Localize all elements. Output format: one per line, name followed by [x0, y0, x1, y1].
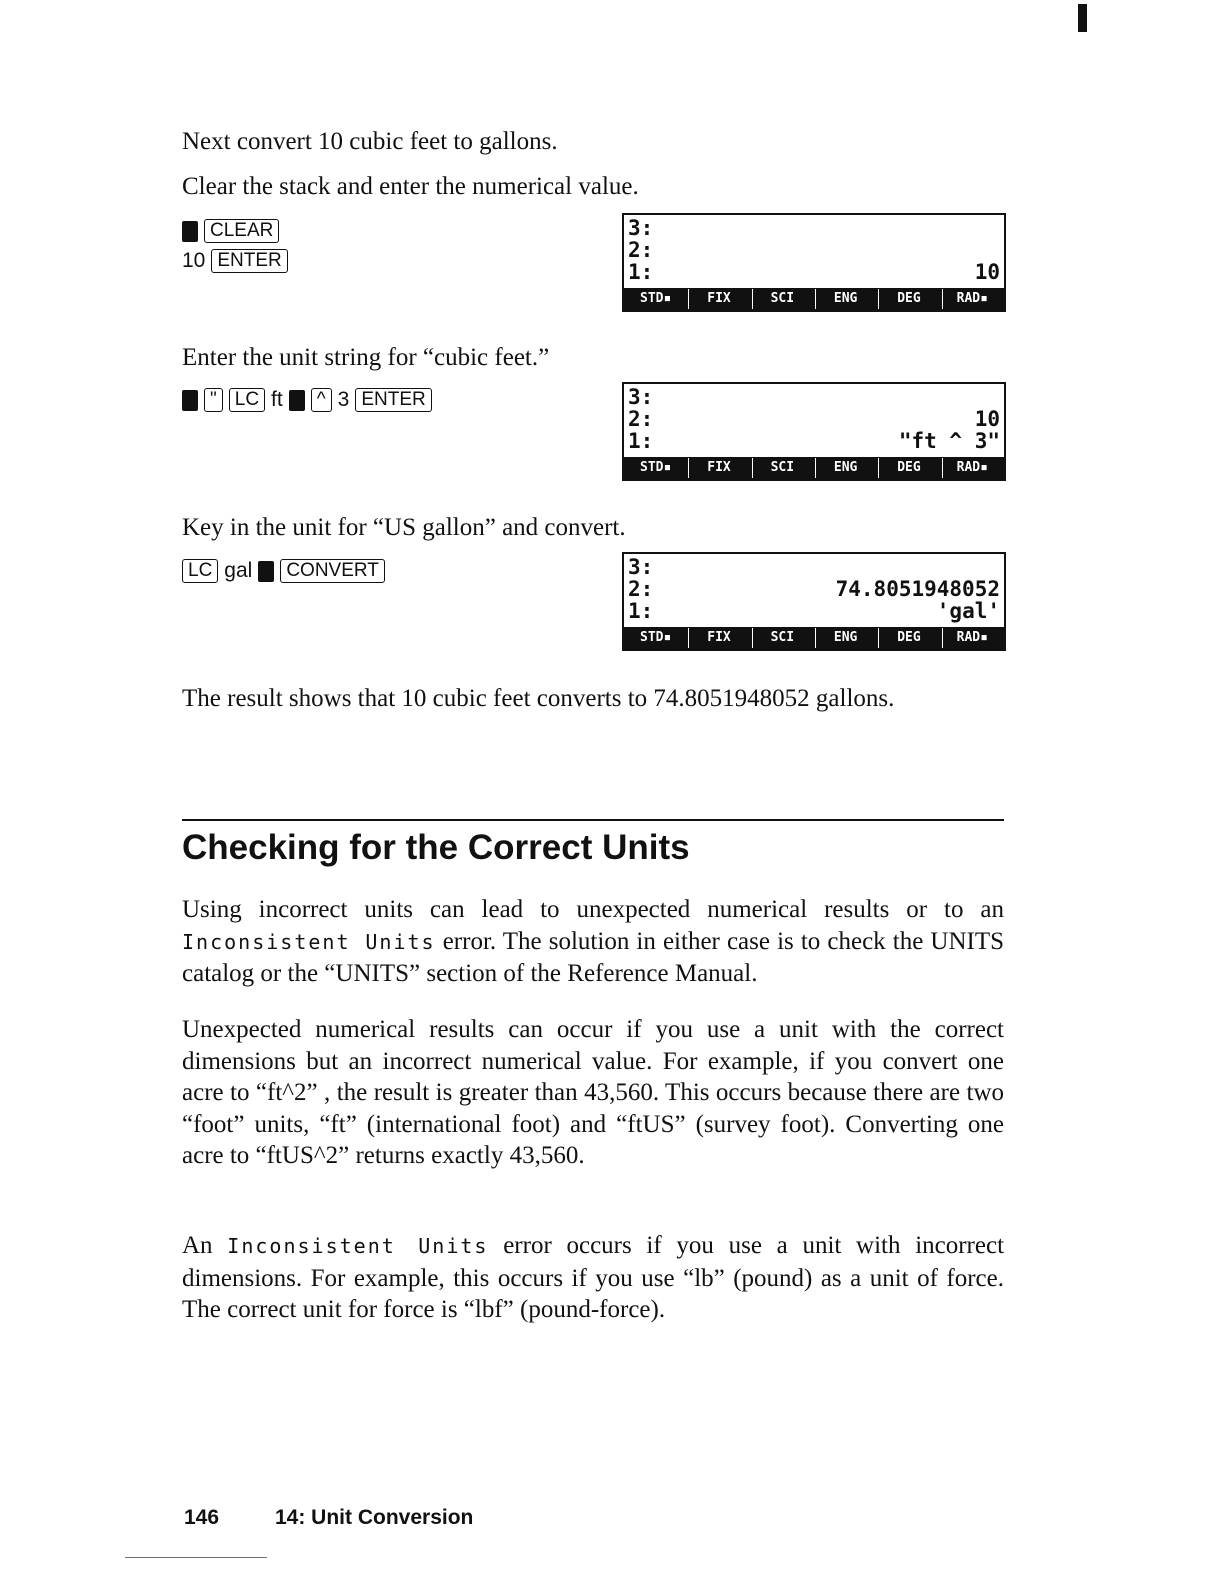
stack-level-2: 2: 74.8051948052 — [628, 577, 1000, 601]
error-message-text: Inconsistent Units — [182, 929, 436, 954]
left-shift-key-icon — [182, 221, 198, 242]
calculator-display-1 — [622, 213, 1006, 312]
convert-key: CONVERT — [280, 559, 385, 583]
left-shift-key-icon — [182, 390, 198, 411]
keystrokes-unit-string — [182, 385, 432, 415]
menu-std: STD▪ — [640, 291, 672, 306]
menu-eng: ENG — [815, 628, 875, 648]
clear-key: CLEAR — [204, 219, 279, 243]
stack-level-3: 3: — [628, 555, 654, 579]
paragraph-inconsistent-units: An Inconsistent Units error occurs if you use a unit with incorrect dimensions. For example, this occurs if you use “lb” (pound) as a unit of force. The correct unit for force is “lbf” (pound-force). — [182, 1232, 1005, 1323]
digits-text: 10 — [182, 249, 206, 272]
instruction-clear-stack: Clear the stack and enter the numerical value. — [182, 173, 639, 200]
menu-eng: ENG — [815, 289, 875, 309]
enter-key: ENTER — [211, 249, 287, 273]
keystrokes-convert — [182, 556, 385, 586]
instruction-us-gallon: Key in the unit for “US gallon” and convert. — [182, 514, 626, 541]
ft-text: ft — [271, 388, 283, 411]
lc-key: LC — [229, 388, 265, 412]
stack-level-3: 3: — [628, 216, 654, 240]
menu-std: STD▪ — [640, 630, 672, 645]
footer-rule — [125, 1557, 267, 1558]
menu-eng: ENG — [815, 458, 875, 478]
menu-sci: SCI — [752, 289, 812, 309]
stack-level-1: 1: 'gal' — [628, 599, 1000, 623]
paragraph-incorrect-units: Using incorrect units can lead to unexpected numerical results or to an Inconsistent Units error. The solution in either case is to check the UNITS catalog or the “UNITS” section of the Reference Manual. — [182, 896, 1005, 987]
error-message-text: Inconsistent Units — [227, 1234, 489, 1258]
calculator-display-3 — [622, 552, 1006, 651]
chapter-title: 14: Unit Conversion — [275, 1506, 474, 1529]
menu-deg: DEG — [878, 628, 938, 648]
menu-bar — [624, 457, 1004, 479]
menu-deg: DEG — [878, 289, 938, 309]
paragraph-unexpected-results: Unexpected numerical results can occur if you use a unit with the correct dimensions but an incorrect numerical value. For example, if you convert one acre to “ft^2” , the result is greater than 43,560. This occurs because there are two “foot” units, “ft” (international foot) and “ftUS” (survey foot). Converting one acre to “ftUS^2” returns exactly 43,560. — [182, 1016, 1004, 1169]
digit-3-text: 3 — [337, 388, 350, 411]
enter-key: ENTER — [355, 388, 431, 412]
menu-rad: RAD▪ — [942, 458, 1002, 478]
stack-level-3: 3: — [628, 385, 654, 409]
page-number: 146 — [184, 1506, 220, 1529]
menu-rad: RAD▪ — [942, 628, 1002, 648]
menu-bar — [624, 627, 1004, 649]
instruction-unit-string: Enter the unit string for “cubic feet.” — [182, 344, 550, 371]
result-paragraph: The result shows that 10 cubic feet converts to 74.8051948052 gallons. — [182, 685, 895, 712]
menu-sci: SCI — [752, 628, 812, 648]
keystrokes-clear-enter — [182, 216, 288, 276]
menu-deg: DEG — [878, 458, 938, 478]
caret-key: ^ — [311, 388, 332, 412]
stack-level-1: 1: "ft ^ 3" — [628, 429, 1000, 453]
lc-key: LC — [182, 559, 218, 583]
menu-fix: FIX — [688, 628, 748, 648]
margin-mark — [1078, 4, 1087, 32]
menu-fix: FIX — [688, 458, 748, 478]
left-shift-key-icon — [289, 390, 305, 411]
calculator-display-2 — [622, 382, 1006, 481]
quote-key: " — [204, 388, 223, 412]
left-shift-key-icon — [258, 561, 274, 582]
stack-level-2: 2: — [628, 238, 654, 262]
menu-bar — [624, 288, 1004, 310]
section-heading: Checking for the Correct Units — [182, 828, 690, 867]
stack-level-1: 1: 10 — [628, 260, 1000, 284]
menu-rad: RAD▪ — [942, 289, 1002, 309]
menu-fix: FIX — [688, 289, 748, 309]
gal-text: gal — [224, 559, 253, 582]
section-rule — [182, 819, 1004, 821]
menu-sci: SCI — [752, 458, 812, 478]
menu-std: STD▪ — [640, 460, 672, 475]
stack-level-2: 2: 10 — [628, 407, 1000, 431]
instruction-convert: Next convert 10 cubic feet to gallons. — [182, 128, 558, 155]
